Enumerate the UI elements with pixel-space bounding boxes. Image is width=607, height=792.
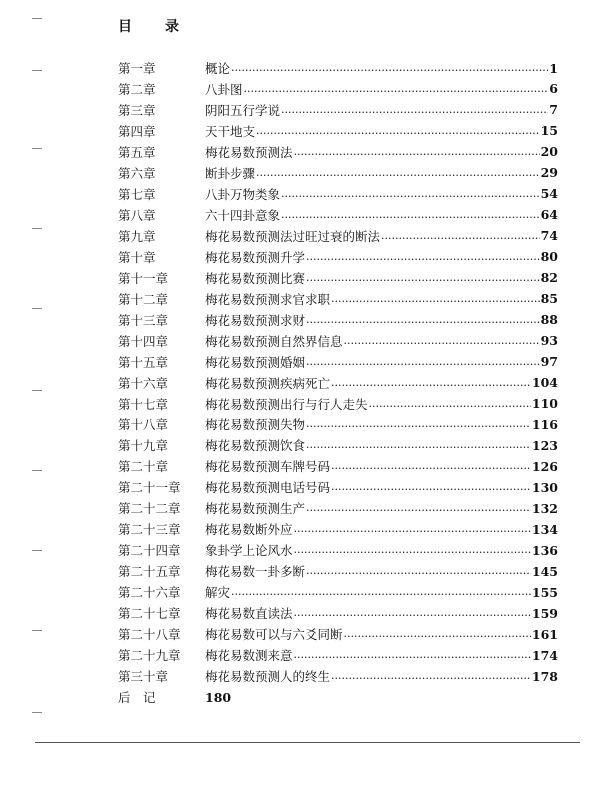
page-number: 29	[540, 165, 558, 181]
chapter-label: 第二十章	[118, 459, 169, 475]
chapter-title: 梅花易数预测升学	[205, 249, 306, 265]
toc-entry	[118, 311, 558, 329]
leader-dots	[306, 248, 540, 266]
page-number: 104	[531, 375, 558, 391]
chapter-label: 第二十二章	[118, 501, 181, 517]
leader-dots	[294, 520, 531, 538]
chapter-label: 第二十四章	[118, 543, 181, 559]
page-number: 88	[540, 312, 558, 328]
chapter-title: 梅花易数预测失物	[205, 417, 306, 433]
chapter-title: 概论	[205, 61, 231, 76]
page-number: 20	[540, 144, 558, 160]
toc-entry	[118, 101, 558, 119]
leader-dots	[331, 374, 531, 392]
toc-entry	[118, 353, 558, 371]
leader-dots	[281, 185, 540, 203]
scan-mark	[32, 18, 42, 19]
chapter-label: 第十八章	[118, 417, 169, 433]
chapter-title: 梅花易数测来意	[205, 648, 293, 664]
toc-entry	[118, 122, 558, 140]
scan-mark	[32, 308, 42, 309]
scan-mark	[32, 148, 42, 149]
chapter-label: 第十一章	[118, 270, 169, 286]
leader-dots	[306, 499, 531, 517]
chapter-label: 第十三章	[118, 312, 169, 328]
chapter-label: 第八章	[118, 207, 156, 223]
toc-entry	[118, 457, 558, 475]
leader-dots	[306, 436, 531, 454]
chapter-title: 梅花易数预测电话号码	[205, 480, 331, 496]
toc-entry	[118, 562, 558, 580]
page-number: 15	[540, 123, 558, 139]
chapter-label: 第二十九章	[118, 648, 181, 664]
toc-entry	[118, 185, 558, 203]
chapter-label: 第二十六章	[118, 585, 181, 601]
toc-entry	[118, 227, 558, 245]
toc-entry	[118, 520, 558, 538]
chapter-label: 第二十七章	[118, 606, 181, 622]
page-number: 155	[531, 584, 558, 600]
afterword-label: 后 记	[118, 690, 156, 706]
chapter-title: 梅花易数预测自然界信息	[205, 333, 343, 349]
page-number: 74	[540, 228, 558, 244]
page-bottom-rule	[35, 742, 580, 743]
chapter-label: 第九章	[118, 228, 156, 244]
scan-mark	[32, 630, 42, 631]
chapter-title: 六十四卦意象	[205, 207, 281, 223]
chapter-label: 第十五章	[118, 354, 169, 370]
chapter-title: 梅花易数预测婚姻	[205, 354, 306, 370]
page-number: 136	[531, 542, 558, 558]
chapter-label: 第一章	[118, 61, 156, 76]
chapter-title: 梅花易数预测车牌号码	[205, 459, 331, 475]
chapter-title: 梅花易数可以与六爻同断	[205, 627, 343, 643]
toc-entry	[118, 478, 558, 496]
leader-dots	[244, 80, 549, 98]
page-number: 85	[540, 291, 558, 307]
page-number: 1	[549, 60, 558, 76]
page-number: 174	[531, 647, 558, 663]
afterword-page: 180	[205, 689, 232, 705]
page-number: 80	[540, 249, 558, 265]
chapter-label: 第五章	[118, 144, 156, 160]
leader-dots	[294, 604, 531, 622]
chapter-label: 第二十八章	[118, 627, 181, 643]
chapter-title: 梅花易数预测出行与行人走失	[205, 396, 368, 412]
leader-dots	[231, 59, 548, 77]
leader-dots	[331, 667, 531, 685]
chapter-label: 第三章	[118, 102, 156, 118]
chapter-title: 梅花易数断外应	[205, 522, 293, 538]
chapter-title: 梅花易数预测法	[205, 144, 293, 160]
scan-mark	[32, 550, 42, 551]
chapter-title: 梅花易数一卦多断	[205, 564, 306, 580]
chapter-label: 第四章	[118, 123, 156, 139]
toc-entry	[118, 269, 558, 287]
toc-entry	[118, 143, 558, 161]
chapter-label: 第二十五章	[118, 564, 181, 580]
toc-entry	[118, 541, 558, 559]
chapter-title: 梅花易数预测法过旺过衰的断法	[205, 228, 381, 244]
chapter-label: 第十六章	[118, 375, 169, 391]
chapter-label: 第三十章	[118, 669, 169, 685]
chapter-title: 解灾	[205, 585, 231, 601]
page-number: 64	[540, 207, 558, 223]
toc-heading-char-1: 目	[118, 19, 132, 35]
leader-dots	[281, 206, 540, 224]
leader-dots	[306, 415, 531, 433]
page-number: 130	[531, 479, 558, 495]
leader-dots	[369, 395, 531, 413]
chapter-label: 第二十三章	[118, 522, 181, 538]
toc-entry	[118, 206, 558, 224]
leader-dots	[256, 122, 540, 140]
scan-mark	[32, 712, 42, 713]
page-number: 145	[531, 563, 558, 579]
chapter-title: 梅花易数预测比赛	[205, 270, 306, 286]
toc-heading-char-2: 录	[165, 19, 179, 35]
page-number: 82	[540, 270, 558, 286]
page-number: 6	[549, 81, 558, 97]
page-number: 161	[531, 626, 558, 642]
leader-dots	[294, 143, 540, 161]
chapter-label: 第二十一章	[118, 480, 181, 496]
toc-entry	[118, 332, 558, 350]
leader-dots	[294, 646, 531, 664]
chapter-label: 第七章	[118, 186, 156, 202]
toc-entry-afterword	[118, 688, 558, 706]
chapter-title: 梅花易数直读法	[205, 606, 293, 622]
leader-dots	[294, 541, 531, 559]
toc-entry	[118, 436, 558, 454]
toc-entry	[118, 667, 558, 685]
leader-dots	[306, 562, 531, 580]
chapter-title: 梅花易数预测人的终生	[205, 669, 331, 685]
chapter-label: 第十二章	[118, 291, 169, 307]
chapter-title: 天干地支	[205, 123, 256, 139]
page-number: 134	[531, 521, 558, 537]
toc-entry	[118, 646, 558, 664]
chapter-title: 八卦图	[205, 81, 243, 97]
leader-dots	[381, 227, 540, 245]
page-number: 132	[531, 500, 558, 516]
toc-entry	[118, 59, 558, 77]
chapter-title: 梅花易数预测生产	[205, 501, 306, 517]
leader-dots	[331, 457, 531, 475]
toc-entry	[118, 290, 558, 308]
chapter-label: 第十四章	[118, 333, 169, 349]
page-number: 97	[540, 354, 558, 370]
leader-dots	[231, 583, 531, 601]
chapter-label: 第十七章	[118, 396, 169, 412]
chapter-title: 梅花易数预测疾病死亡	[205, 375, 331, 391]
page-number: 110	[531, 396, 558, 412]
toc-entry	[118, 395, 558, 413]
leader-dots	[331, 290, 540, 308]
leader-dots	[344, 332, 540, 350]
scan-mark	[32, 470, 42, 471]
chapter-title: 梅花易数预测饮食	[205, 438, 306, 454]
chapter-title: 断卦步骤	[205, 165, 256, 181]
chapter-label: 第十九章	[118, 438, 169, 454]
page-number: 116	[531, 416, 558, 432]
toc-entry	[118, 374, 558, 392]
page-number: 178	[531, 668, 558, 684]
scan-mark	[32, 228, 42, 229]
page-number: 93	[540, 333, 558, 349]
toc-entry	[118, 625, 558, 643]
chapter-title: 八卦万物类象	[205, 186, 281, 202]
toc-entry	[118, 415, 558, 433]
toc-entry	[118, 80, 558, 98]
toc-entry	[118, 164, 558, 182]
toc-entry	[118, 604, 558, 622]
leader-dots	[331, 478, 531, 496]
toc-entry	[118, 499, 558, 517]
scan-mark	[32, 70, 42, 71]
leader-dots	[281, 101, 548, 119]
leader-dots	[256, 164, 540, 182]
page-number: 7	[549, 102, 558, 118]
chapter-title: 象卦学上论风水	[205, 543, 293, 559]
page-number: 159	[531, 605, 558, 621]
leader-dots	[344, 625, 531, 643]
chapter-title: 梅花易数预测求官求职	[205, 291, 331, 307]
chapter-label: 第十章	[118, 249, 156, 265]
leader-dots	[306, 311, 540, 329]
chapter-title: 阴阳五行学说	[205, 102, 281, 118]
chapter-label: 第六章	[118, 165, 156, 181]
page-number: 126	[531, 458, 558, 474]
scan-mark	[32, 390, 42, 391]
leader-dots	[306, 269, 540, 287]
chapter-label: 第二章	[118, 81, 156, 97]
page-number: 123	[531, 437, 558, 453]
chapter-title: 梅花易数预测求财	[205, 312, 306, 328]
leader-dots	[306, 353, 540, 371]
toc-entry	[118, 248, 558, 266]
toc-entry	[118, 583, 558, 601]
page-number: 54	[540, 186, 558, 202]
